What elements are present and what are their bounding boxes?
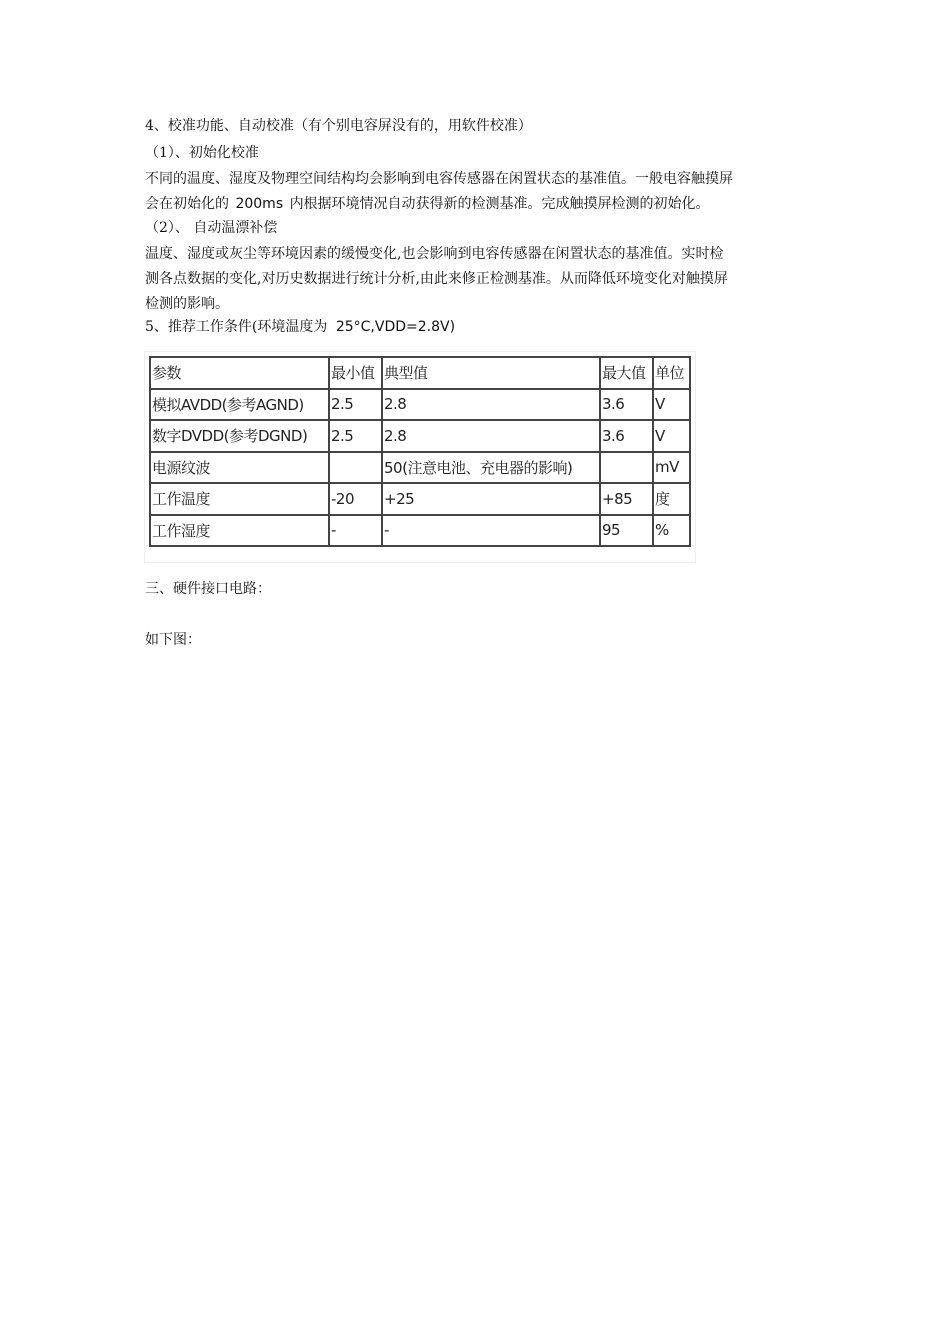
table-cell: 3.6 [600, 389, 653, 421]
table-cell: 模拟AVDD(参考AGND) [150, 389, 329, 421]
section4-heading-text: 4、校准功能、自动校准（有个别电容屏没有的，用软件校准） [145, 118, 532, 134]
table-cell: 电源纹波 [150, 452, 329, 484]
sub1-line2-a: 会在初始化的 [145, 196, 229, 212]
table-cell: % [653, 515, 690, 547]
sub1-paragraph-line2 [145, 194, 710, 214]
spec-table-image [145, 352, 695, 562]
header-cell: 最小值 [329, 357, 382, 389]
table-cell: 工作温度 [150, 483, 329, 515]
sub1-title [145, 143, 259, 163]
table-cell: 95 [600, 515, 653, 547]
table-cell: 2.5 [329, 389, 382, 421]
table-cell: 50(注意电池、充电器的影响) [382, 452, 600, 484]
table-cell: V [653, 420, 690, 452]
sub2-line2-text: 测各点数据的变化,对历史数据进行统计分析,由此来修正检测基准。从而降低环境变化对触摸屏 [145, 271, 728, 287]
header-cell: 最大值 [600, 357, 653, 389]
table-cell: 2.8 [382, 420, 600, 452]
table-row [150, 483, 690, 515]
sub1-line2-c: 内根据环境情况自动获得新的检测基准。完成触摸屏检测的初始化。 [289, 196, 710, 212]
sub1-line2-b: 200ms [235, 196, 284, 212]
table-cell: 2.5 [329, 420, 382, 452]
table-cell: 3.6 [600, 420, 653, 452]
sub2-line1-text: 温度、湿度或灰尘等环境因素的缓慢变化,也会影响到电容传感器在闲置状态的基准值。实时检 [145, 246, 724, 262]
sub2-line3-text: 检测的影响。 [145, 296, 229, 312]
sub2-paragraph-line1 [145, 244, 723, 264]
table-row [150, 389, 690, 421]
section3-note [145, 630, 201, 650]
table-cell: 工作湿度 [150, 515, 329, 547]
section5-heading-a: 5、推荐工作条件(环境温度为 [145, 319, 328, 335]
table-cell [329, 452, 382, 484]
sub1-paragraph-line1 [145, 169, 733, 189]
section3-heading-text: 三、硬件接口电路： [145, 581, 271, 597]
sub2-paragraph-line2 [145, 269, 728, 289]
table-cell: +25 [382, 483, 600, 515]
table-cell [600, 452, 653, 484]
sub2-title-text: （2）、 自动温漂补偿 [145, 220, 278, 236]
table-cell: mV [653, 452, 690, 484]
table-row [150, 515, 690, 547]
table-cell: +85 [600, 483, 653, 515]
table-row [150, 420, 690, 452]
section4-heading [145, 116, 532, 136]
sub2-paragraph-line3 [145, 294, 229, 314]
spec-table [149, 356, 691, 547]
sub2-title [145, 218, 277, 238]
table-cell: 度 [653, 483, 690, 515]
section5-heading-b: 25°C,VDD=2.8V) [335, 319, 456, 335]
table-header-row [150, 357, 690, 389]
header-cell: 典型值 [382, 357, 600, 389]
section5-heading [145, 317, 455, 337]
table-cell: 数字DVDD(参考DGND) [150, 420, 329, 452]
table-cell: -20 [329, 483, 382, 515]
sub1-title-text: （1）、初始化校准 [145, 145, 259, 161]
section3-heading [145, 579, 271, 599]
table-cell: - [382, 515, 600, 547]
header-cell: 参数 [150, 357, 329, 389]
header-cell: 单位 [653, 357, 690, 389]
sub1-line1-text: 不同的温度、湿度及物理空间结构均会影响到电容传感器在闲置状态的基准值。一般电容触摸屏 [145, 171, 733, 187]
table-cell: V [653, 389, 690, 421]
table-cell: 2.8 [382, 389, 600, 421]
section3-note-text: 如下图： [145, 632, 201, 648]
table-row [150, 452, 690, 484]
table-cell: - [329, 515, 382, 547]
